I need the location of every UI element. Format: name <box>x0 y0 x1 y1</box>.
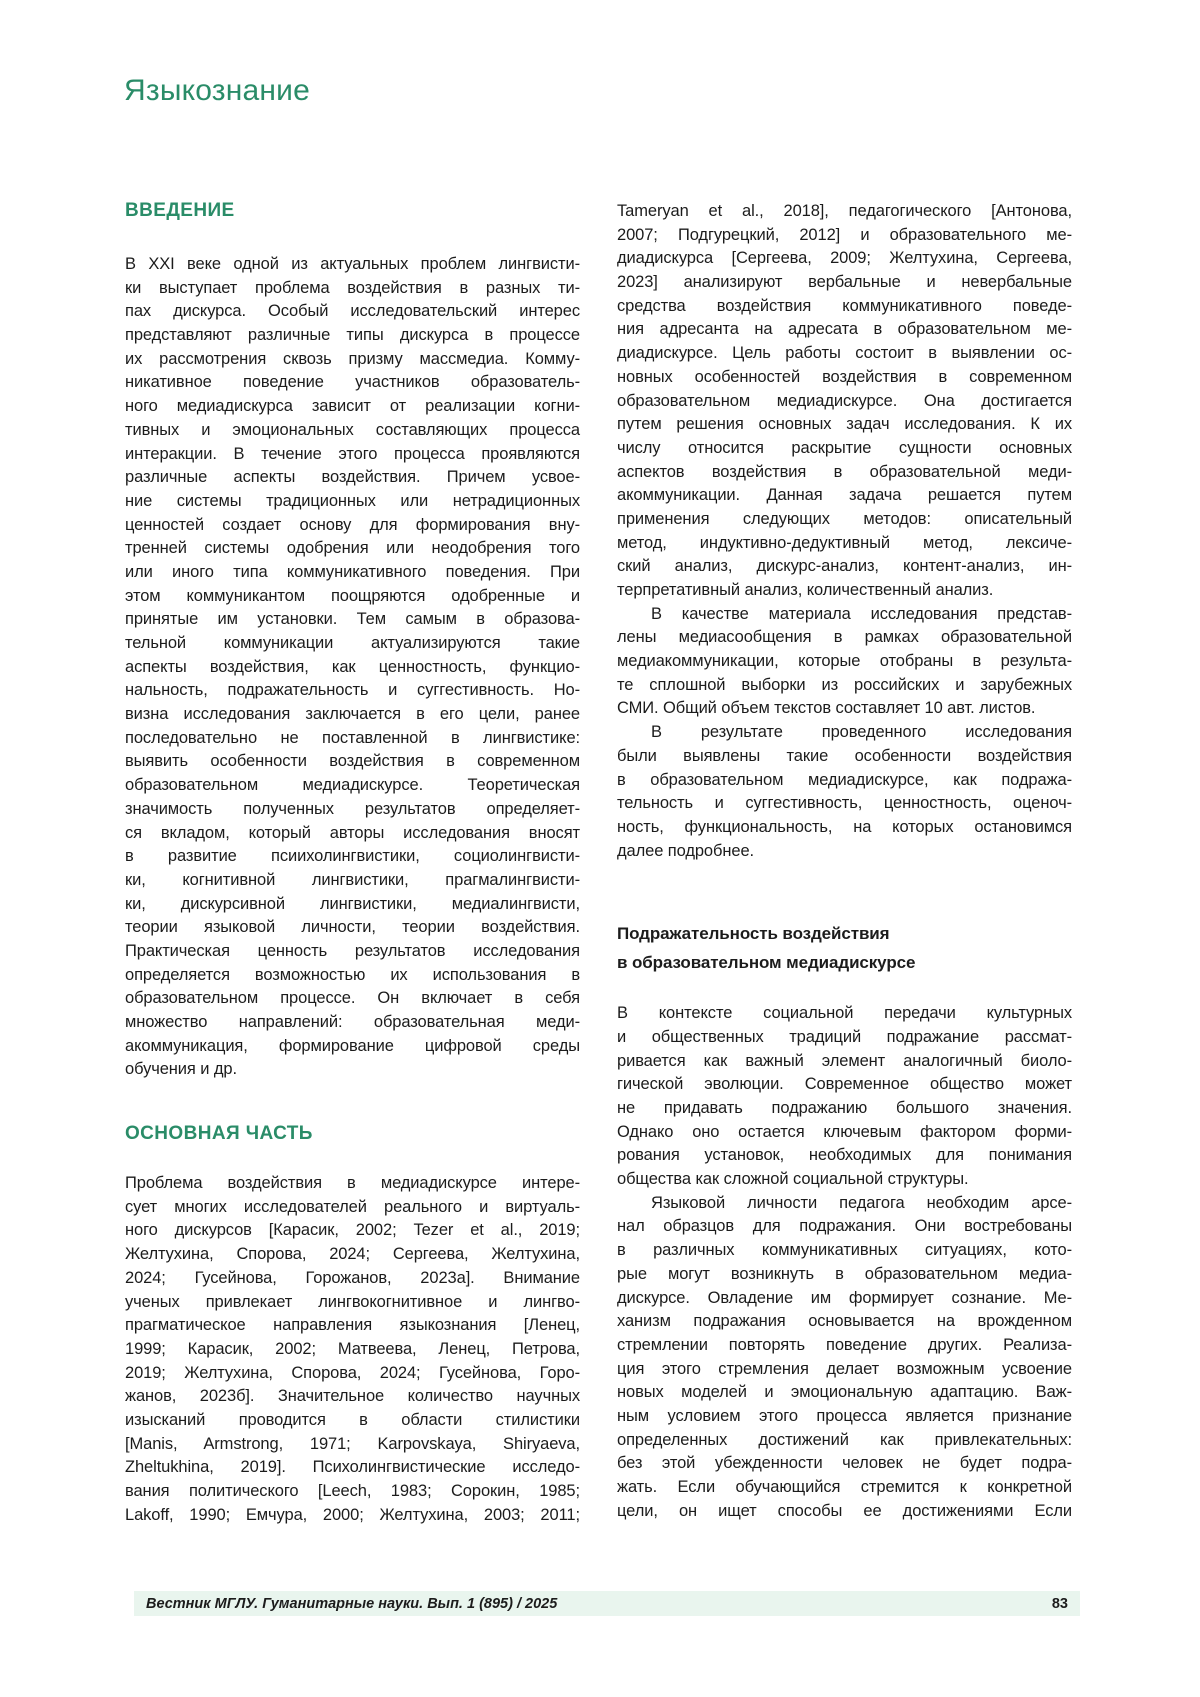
text-line: ский анализ, дискурс-анализ, контент-анализ, ин- <box>617 557 1072 576</box>
text-line: числу относится раскрытие сущности основных <box>617 438 1072 457</box>
text-line: ция этого стремления делает возможным усвоение <box>617 1359 1072 1378</box>
text-line: ного медиадискурса зависит от реализации когни- <box>125 397 580 416</box>
text-line: тельность и суггестивность, ценностность, оценоч- <box>617 794 1072 813</box>
text-line: образовательном процессе. Он включает в себя <box>125 989 580 1008</box>
text-line: ки, дискурсивной лингвистики, медиалингвисти, <box>125 894 580 913</box>
footer <box>134 1591 1080 1616</box>
text-line: нальность, подражательность и суггестивность. Но- <box>125 681 580 700</box>
text-line: или иного типа коммуникативного поведения. При <box>125 562 580 581</box>
text-line: Практическая ценность результатов исследования <box>125 941 580 960</box>
text-line: медиакоммуникации, которые отобраны в результа- <box>617 652 1072 671</box>
text-line: Языковой личности педагога необходим арсе- <box>651 1193 1072 1212</box>
text-line: те сплошной выборки из российских и зарубежных <box>617 675 1072 694</box>
right-column <box>617 200 1072 1523</box>
text-line: ние системы традиционных или нетрадиционных <box>125 491 580 510</box>
text-line: В XXI веке одной из актуальных проблем лингвисти- <box>125 255 580 273</box>
text-line: ного дискурсов [Карасик, 2002; Tezer et al., 2019; <box>125 1221 580 1240</box>
text-line: новных особенностей воздействия в современном <box>617 367 1072 386</box>
text-line: диадискурса [Сергеева, 2009; Желтухина, Сергеева, <box>617 249 1072 268</box>
text-line: рования установок, необходимых для понимания <box>617 1146 1072 1165</box>
text-line: аспектов воздействия в образовательной меди- <box>617 462 1072 481</box>
text-line: в развитие псиихолингвистики, социолингвисти- <box>125 847 580 866</box>
text-line: в образовательном медиадискурсе, как подража- <box>617 770 1072 789</box>
text-line: [Manis, Armstrong, 1971; Karpovskaya, Shiryaeva, <box>125 1434 580 1453</box>
journal-info: Вестник МГЛУ. Гуманитарные науки. Вып. 1 (895) / 2025 <box>146 1595 558 1612</box>
text-line: интеракции. В течение этого процесса проявляются <box>125 444 580 463</box>
text-line: ханизм подражания основывается на врожденном <box>617 1312 1072 1331</box>
text-line: тивных и эмоциональных составляющих процесса <box>125 420 580 439</box>
teacher-paragraph <box>617 1192 1072 1524</box>
text-line: образовательном медиадискурсе. Она достигается <box>617 391 1072 410</box>
text-line: гической эволюции. Современное общество может <box>617 1075 1072 1094</box>
text-line: без этой убежденности человек не будет подра- <box>617 1454 1072 1473</box>
text-line: тренней системы одобрения или неодобрения того <box>125 539 580 558</box>
introduction-heading: ВВЕДЕНИЕ <box>125 200 235 221</box>
subsection-heading-line-1: Подражательность воздействия <box>617 924 890 944</box>
text-line: этом коммуникантом поощряются одобренные и <box>125 586 580 605</box>
text-line: В результате проведенного исследования <box>651 723 1072 742</box>
text-line: Однако оно остается ключевым фактором форми- <box>617 1122 1072 1141</box>
text-line: ния адресанта на адресата в образовательном ме- <box>617 320 1072 339</box>
text-line: различные аспекты воздействия. Причем усвое- <box>125 468 580 487</box>
text-line: акоммуникация, формирование цифровой среды <box>125 1036 580 1055</box>
text-line: акоммуникации. Данная задача решается путем <box>617 486 1072 505</box>
subsection-heading <box>617 919 1072 977</box>
text-line: ся вкладом, который авторы исследования вносят <box>125 823 580 842</box>
text-line: метод, индуктивно-дедуктивный метод, лексиче- <box>617 533 1072 552</box>
text-line: Lakoff, 1990; Емчура, 2000; Желтухина, 2003; 2011; <box>125 1505 580 1524</box>
text-line: были выявлены такие особенности воздействия <box>617 746 1072 765</box>
text-line: Zheltukhina, 2019]. Психолингвистические исследо- <box>125 1458 580 1477</box>
text-line: пах дискурса. Особый исследовательский интерес <box>125 302 580 321</box>
text-line: ученых привлекает лингвокогнитивное и лингво- <box>125 1292 580 1311</box>
text-line: тельной коммуникации актуализируются такие <box>125 634 580 652</box>
text-line: рые могут возникнуть в образовательном медиа- <box>617 1264 1072 1283</box>
text-line: Tameryan et al., 2018], педагогического [Антонова, <box>617 202 1072 220</box>
continuation-paragraph <box>617 200 1072 603</box>
text-line: и общественных традиций подражание рассмат- <box>617 1027 1072 1046</box>
text-line: множество направлений: образовательная меди- <box>125 1013 580 1031</box>
text-line: 2024; Гусейнова, Горожанов, 2023а]. Внимание <box>125 1268 580 1287</box>
text-line: 2007; Подгурецкий, 2012] и образовательного ме- <box>617 225 1072 244</box>
text-line: СМИ. Общий объем текстов составляет 10 авт. листов. <box>617 699 1036 718</box>
left-column <box>125 200 580 1527</box>
text-line: теории языковой личности, теории воздействия. <box>125 918 580 937</box>
text-line: определяется возможностью их использования в <box>125 965 580 984</box>
text-line: новых моделей и эмоциональную адаптацию. Важ- <box>617 1383 1072 1402</box>
text-line: ценностей создает основу для формирования вну- <box>125 515 580 534</box>
text-line: не придавать подражанию большого значения. <box>617 1099 1072 1117</box>
main-part-heading: ОСНОВНАЯ ЧАСТЬ <box>125 1123 313 1145</box>
main-part-paragraph <box>125 1172 580 1527</box>
text-line: 2023] анализируют вербальные и невербальные <box>617 273 1072 292</box>
text-line: Проблема воздействия в медиадискурсе интере- <box>125 1174 580 1193</box>
text-line: определенных достижений как привлекательных: <box>617 1430 1072 1449</box>
text-line: ным условием этого процесса является признание <box>617 1406 1072 1425</box>
intro-paragraph <box>125 253 580 1082</box>
text-line: никативное поведение участников образователь- <box>125 373 580 392</box>
text-line: общества как сложной социальной структуры. <box>617 1170 969 1189</box>
text-line: применения следующих методов: описательный <box>617 509 1072 528</box>
text-line: диадискурсе. Цель работы состоит в выявлении ос- <box>617 344 1072 363</box>
text-line: В качестве материала исследования представ- <box>651 604 1072 623</box>
text-line: путем решения основных задач исследования. К их <box>617 415 1072 434</box>
subsection-heading-line-2: в образовательном медиадискурсе <box>617 953 916 973</box>
text-line: визна исследования заключается в его цели, ранее <box>125 705 580 724</box>
text-line: стремлении повторять поведение других. Реализа- <box>617 1335 1072 1354</box>
text-line: принятые им установки. Тем самым в образова- <box>125 610 580 629</box>
text-line: в различных коммуникативных ситуациях, кото- <box>617 1241 1072 1260</box>
text-line: средства воздействия коммуникативного поведе- <box>617 296 1072 315</box>
imitation-paragraph <box>617 1002 1072 1192</box>
text-line: изысканий проводится в области стилистики <box>125 1410 580 1429</box>
section-kicker: Языкознание <box>124 74 311 107</box>
text-line: далее подробнее. <box>617 841 754 860</box>
text-line: дискурсе. Овладение им формирует сознание. Ме- <box>617 1288 1072 1307</box>
text-line: ки, когнитивной лингвистики, прагмалингвисти- <box>125 870 580 889</box>
text-line: представляют различные типы дискурса в процессе <box>125 326 580 345</box>
text-line: значимость полученных результатов определяет- <box>125 799 580 818</box>
text-line: ки выступает проблема воздействия в разных ти- <box>125 278 580 297</box>
text-line: последовательно не поставленной в лингвистике: <box>125 728 580 747</box>
text-line: терпретативный анализ, количественный анализ. <box>617 581 994 599</box>
text-line: В контексте социальной передачи культурных <box>617 1004 1072 1023</box>
text-line: вания политического [Leech, 1983; Сорокин, 1985; <box>125 1482 580 1500</box>
text-line: жанов, 2023б]. Значительное количество научных <box>125 1387 580 1406</box>
text-line: обучения и др. <box>125 1060 237 1079</box>
text-line: их рассмотрения сквозь призму массмедиа. Комму- <box>125 349 580 368</box>
text-line: 1999; Карасик, 2002; Матвеева, Ленец, Петрова, <box>125 1339 580 1358</box>
results-paragraph <box>617 721 1072 863</box>
text-line: ривается как важный элемент аналогичный биоло- <box>617 1051 1072 1070</box>
text-line: аспекты воздействия, как ценностность, функцио- <box>125 657 580 676</box>
text-line: выявить особенности воздействия в современном <box>125 752 580 771</box>
text-line: Желтухина, Спорова, 2024; Сергеева, Желтухина, <box>125 1245 580 1264</box>
materials-paragraph <box>617 603 1072 721</box>
text-line: лены медиасообщения в рамках образовательной <box>617 628 1072 647</box>
text-line: ность, функциональность, на которых остановимся <box>617 817 1072 836</box>
text-line: прагматическое направления языкознания [Ленец, <box>125 1316 580 1335</box>
page-number: 83 <box>1051 1595 1068 1612</box>
text-line: образовательном медиадискурсе. Теоретическая <box>125 776 580 795</box>
text-line: 2019; Желтухина, Спорова, 2024; Гусейнова, Горо- <box>125 1363 580 1382</box>
text-line: сует многих исследователей реального и виртуаль- <box>125 1197 580 1216</box>
text-line: жать. Если обучающийся стремится к конкретной <box>617 1478 1072 1496</box>
text-line: цели, он ищет способы ее достижениями Если <box>617 1501 1072 1520</box>
text-line: нал образцов для подражания. Они востребованы <box>617 1217 1072 1236</box>
